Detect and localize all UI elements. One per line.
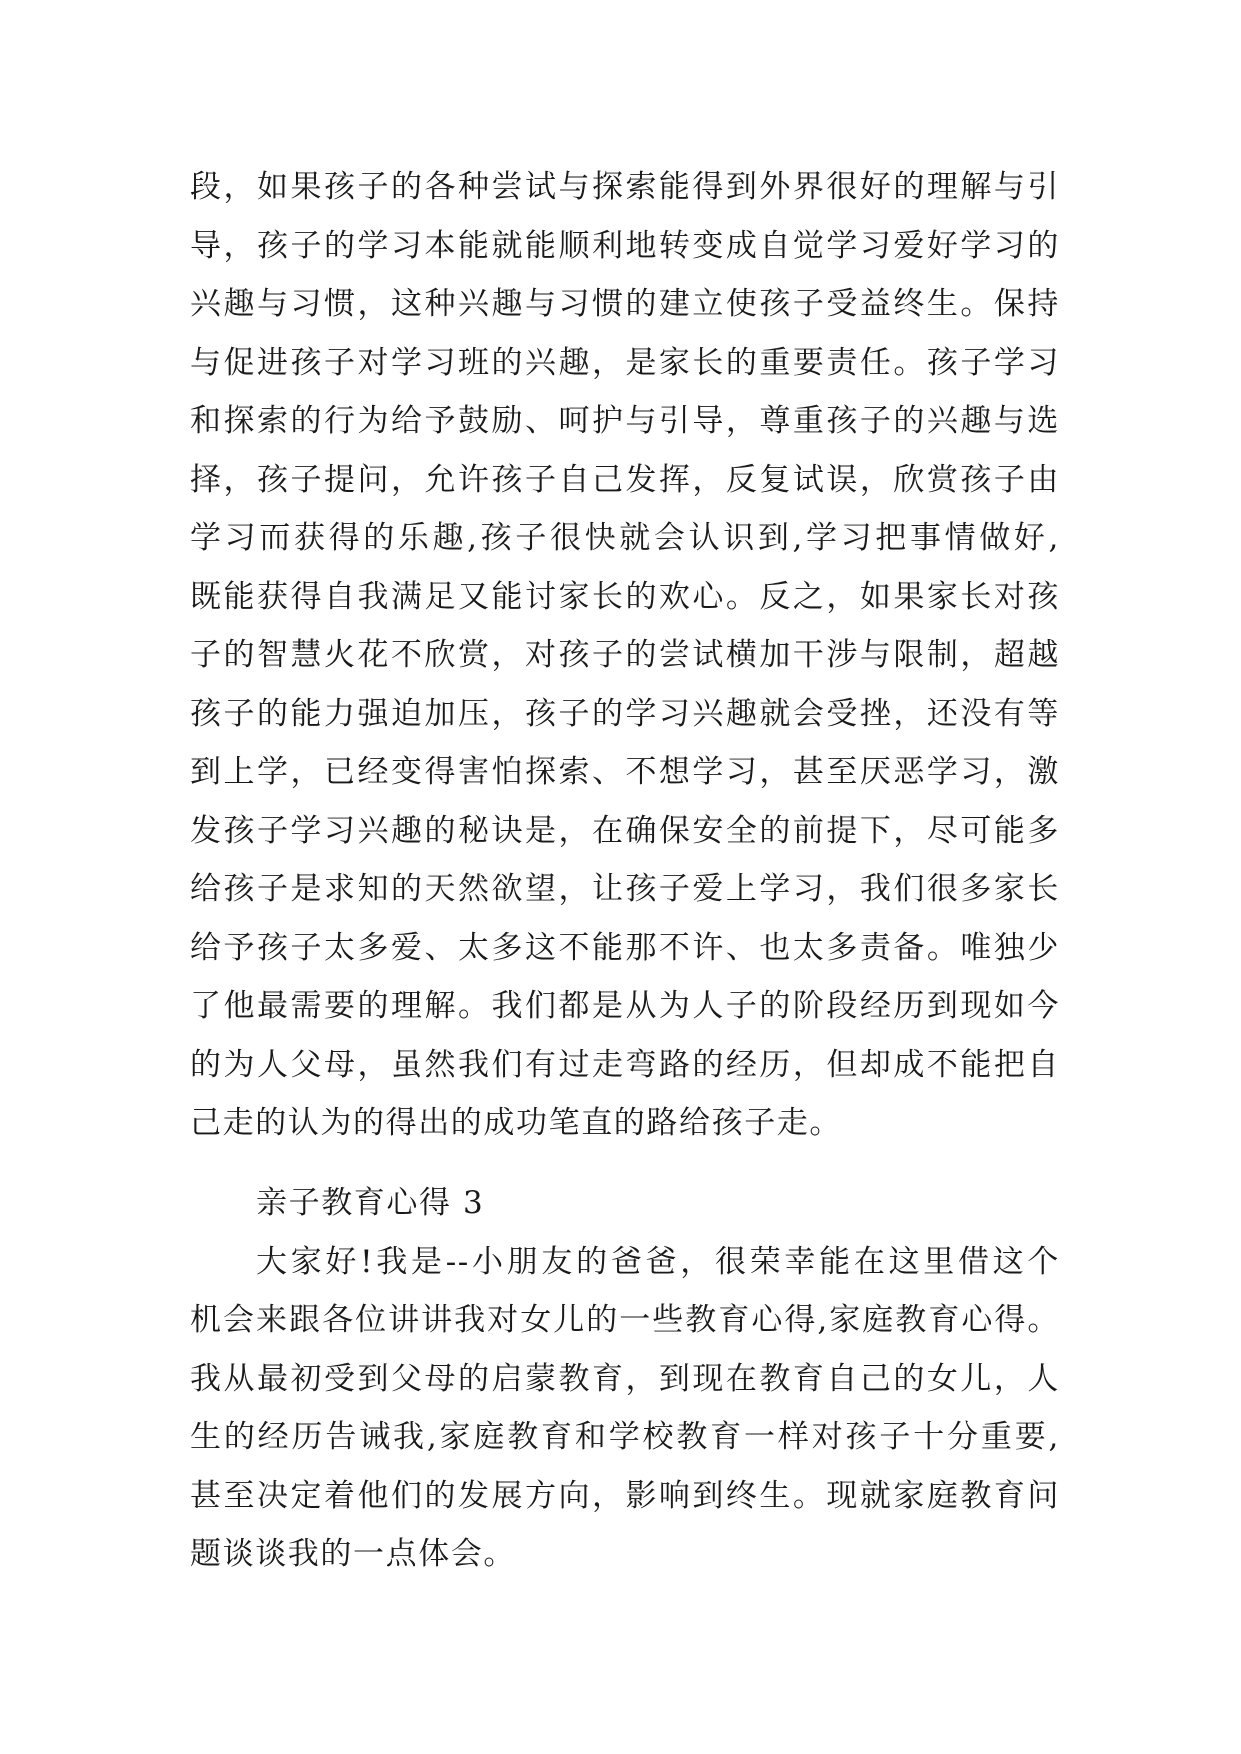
paragraph-line: 既能获得自我满足又能讨家长的欢心。反之，如果家长对孩 — [190, 578, 1060, 615]
paragraph-line: 给予孩子太多爱、太多这不能那不许、也太多责备。唯独少 — [190, 929, 1060, 966]
paragraph-line: 给孩子是求知的天然欲望，让孩子爱上学习，我们很多家长 — [190, 871, 1060, 907]
paragraph-line: 甚至决定着他们的发展方向，影响到终生。现就家庭教育问 — [190, 1477, 1060, 1514]
continuation-paragraph — [190, 158, 1060, 1153]
paragraph-line: 学习而获得的乐趣,孩子很快就会认识到,学习把事情做好, — [190, 520, 1060, 556]
paragraph-line: 我从最初受到父母的启蒙教育，到现在教育自己的女儿，人 — [190, 1360, 1060, 1397]
paragraph-line: 孩子的能力强迫加压，孩子的学习兴趣就会受挫，还没有等 — [190, 695, 1060, 732]
section-three — [190, 1174, 1060, 1584]
paragraph-line: 兴趣与习惯，这种兴趣与习惯的建立使孩子受益终生。保持 — [190, 286, 1060, 322]
paragraph-line: 导，孩子的学习本能就能顺利地转变成自觉学习爱好学习的 — [190, 227, 1060, 264]
paragraph-line: 和探索的行为给予鼓励、呵护与引导，尊重孩子的兴趣与选 — [190, 403, 1060, 439]
paragraph-line: 的为人父母，虽然我们有过走弯路的经历，但却成不能把自 — [190, 1046, 1060, 1083]
paragraph-line: 择，孩子提问，允许孩子自己发挥，反复试误，欣赏孩子由 — [190, 461, 1060, 498]
paragraph-line: 了他最需要的理解。我们都是从为人子的阶段经历到现如今 — [190, 988, 1060, 1024]
paragraph-line: 与促进孩子对学习班的兴趣，是家长的重要责任。孩子学习 — [190, 344, 1060, 381]
paragraph-line: 生的经历告诫我,家庭教育和学校教育一样对孩子十分重要, — [190, 1419, 1060, 1455]
paragraph-line: 到上学，已经变得害怕探索、不想学习，甚至厌恶学习，激 — [190, 754, 1060, 790]
paragraph-line: 大家好!我是--小朋友的爸爸，很荣幸能在这里借这个 — [256, 1243, 1060, 1280]
section-heading: 亲子教育心得 3 — [256, 1185, 485, 1221]
paragraph-line: 发孩子学习兴趣的秘诀是，在确保安全的前提下，尽可能多 — [190, 812, 1060, 849]
paragraph-line: 题谈谈我的一点体会。 — [190, 1536, 516, 1572]
paragraph-line: 子的智慧火花不欣赏，对孩子的尝试横加干涉与限制，超越 — [190, 637, 1060, 673]
paragraph-line: 己走的认为的得出的成功笔直的路给孩子走。 — [190, 1105, 842, 1141]
paragraph-line: 机会来跟各位讲讲我对女儿的一些教育心得,家庭教育心得。 — [190, 1302, 1060, 1338]
paragraph-line: 段，如果孩子的各种尝试与探索能得到外界很好的理解与引 — [190, 169, 1060, 205]
